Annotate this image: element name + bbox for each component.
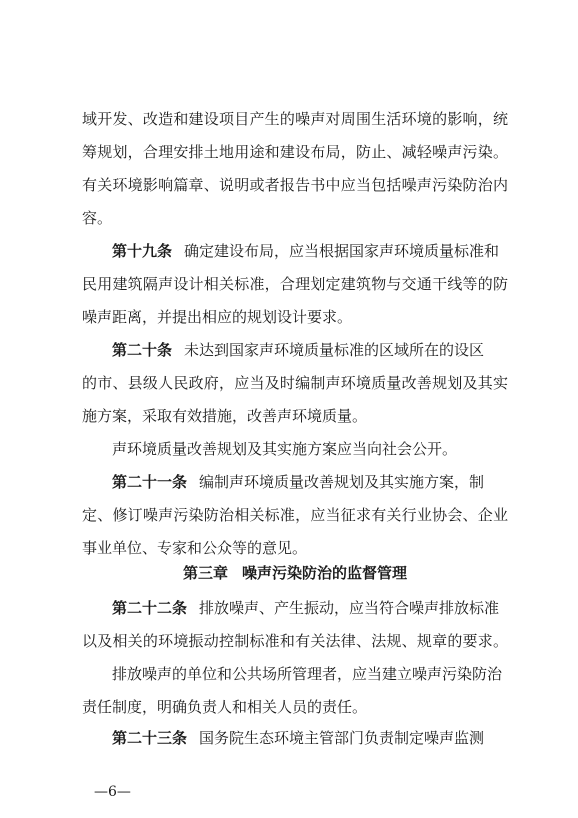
text-line: 的市、县级人民政府，应当及时编制声环境质量改善规划及其实: [82, 374, 508, 392]
text-line: 施方案，采取有效措施，改善声环境质量。: [82, 407, 368, 425]
article-23-first-line: [82, 726, 508, 750]
article-23-title: 第二十三条: [112, 729, 188, 747]
article-23-text: 国务院生态环境主管部门负责制定噪声监测: [199, 729, 485, 747]
text-line: 有关环境影响篇章、说明或者报告书中应当包括噪声污染防治内: [82, 176, 508, 194]
page-number: —6—: [94, 784, 131, 800]
chapter-title: 噪声污染防治的监督管理: [242, 564, 408, 582]
article-19-text: 确定建设布局，应当根据国家声环境质量标准和: [184, 242, 500, 260]
article-21-text: 编制声环境质量改善规划及其实施方案，制: [199, 473, 485, 491]
text-line: 域开发、改造和建设项目产生的噪声对周围生活环境的影响，统: [82, 110, 508, 128]
article-22-title: 第二十二条: [112, 599, 188, 617]
text-line: 筹规划，合理安排土地用途和建设布局，防止、减轻噪声污染。: [82, 143, 508, 161]
text-line: 定、修订噪声污染防治相关标准，应当征求有关行业协会、企业: [82, 506, 508, 524]
text-line: 以及相关的环境振动控制标准和有关法律、法规、规章的要求。: [82, 632, 508, 650]
text-line: 声环境质量改善规划及其实施方案应当向社会公开。: [112, 440, 458, 458]
article-20-text: 未达到国家声环境质量标准的区域所在的设区: [184, 341, 485, 359]
text-line: 民用建筑隔声设计相关标准，合理划定建筑物与交通干线等的防: [82, 275, 508, 293]
text-line: 责任制度，明确负责人和相关人员的责任。: [82, 698, 368, 716]
article-20-title: 第二十条: [112, 341, 173, 359]
text-line: 事业单位、专家和公众等的意见。: [82, 539, 308, 557]
text-line: 容。: [82, 209, 113, 227]
chapter-number: 第三章: [182, 564, 228, 582]
text-line: 噪声距离，并提出相应的规划设计要求。: [82, 308, 353, 326]
text-line: 排放噪声的单位和公共场所管理者，应当建立噪声污染防治: [112, 665, 503, 683]
article-21-title: 第二十一条: [112, 473, 188, 491]
article-19-title: 第十九条: [112, 242, 173, 260]
document-page-tail: [82, 0, 508, 818]
article-22-text: 排放噪声、产生振动，应当符合噪声排放标准: [199, 599, 500, 617]
